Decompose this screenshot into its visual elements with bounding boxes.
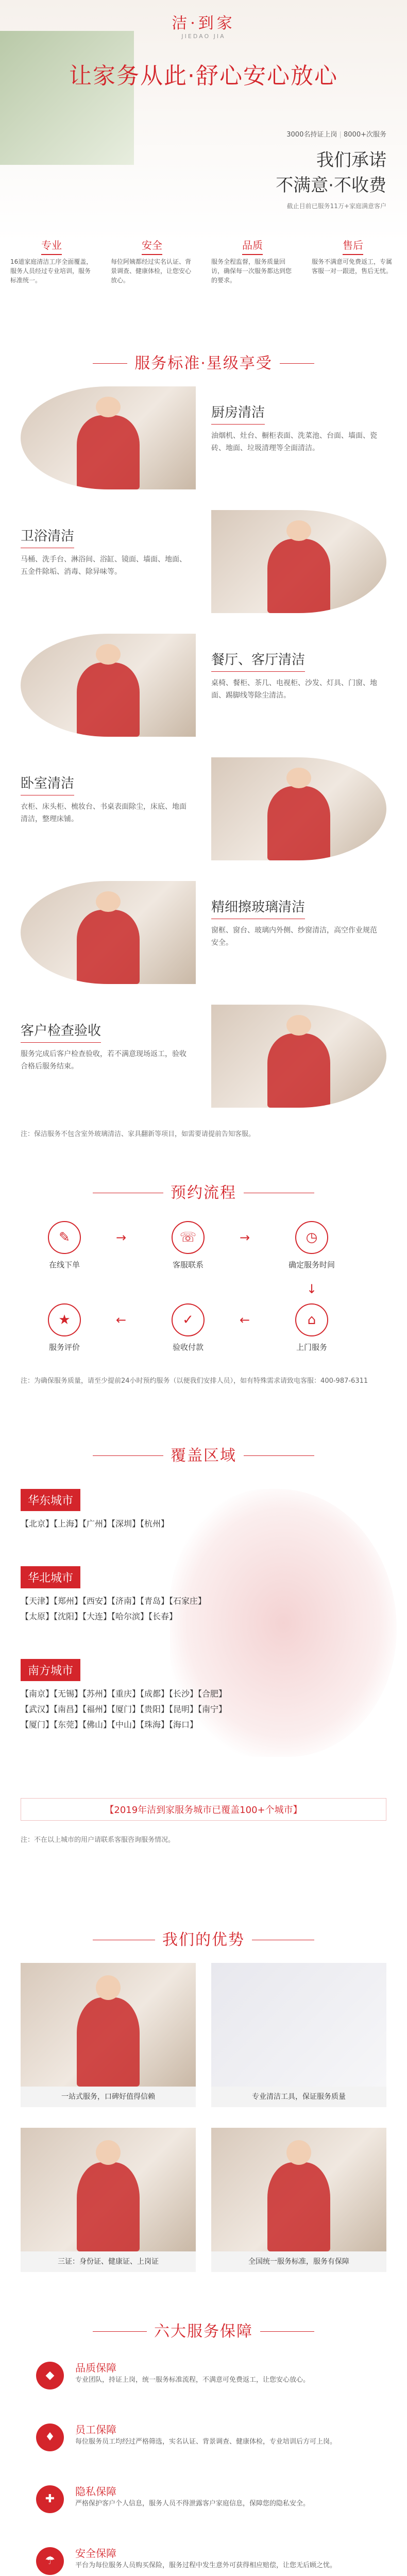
guarantee-title-bar [0,2318,407,2344]
advantage-card [211,2128,386,2282]
services-section [0,386,407,1154]
promise-sub-title: 不满意·不收费 [276,175,386,196]
arrow-right-icon: → [116,1230,127,1245]
process-label: 验收付款 [172,1343,204,1352]
advantages-section [0,1963,407,2303]
process-step [278,1303,345,1352]
service-card [21,386,386,495]
guarantee-heading: 员工保障 [75,2424,116,2436]
advantage-card [211,1963,386,2117]
guarantee-heading: 品质保障 [75,2362,116,2374]
guarantee-heading: 隐私保障 [75,2485,116,2498]
service-title: 精细擦玻璃清洁 [211,896,305,919]
city-row: 【武汉】【南昌】【福州】【厦门】【贵阳】【昆明】【南宁】 [21,1704,227,1714]
service-title: 厨房清洁 [211,402,265,425]
process-label: 在线下单 [48,1260,80,1269]
guarantee-section [0,2360,407,2576]
advantage-caption: 三证：身份证、健康证、上岗证 [21,2251,196,2272]
feature-title: 安全 [106,237,198,255]
city-row: 【北京】【上海】【广州】【深圳】【杭州】 [21,1519,169,1529]
process-note: 注：为确保服务质量，请至少提前24小时预约服务（以便我们安排人员），如有特殊需求请致电客服：400-987-6311 [21,1377,368,1385]
clock-icon: ◷ [295,1221,328,1254]
badge-staff: 3000名持证上岗 [286,131,337,139]
service-card [21,881,386,989]
service-desc: 窗框、窗台、玻璃内外侧、纱窗清洁，高空作业规范安全。 [211,926,377,947]
city-group [21,1566,237,1624]
city-group [21,1659,386,1733]
feature-title: 品质 [206,237,299,255]
service-title: 客户检查验收 [21,1020,101,1043]
advantage-card [21,1963,196,2117]
service-title: 卫浴清洁 [21,526,74,548]
service-card [21,1005,386,1113]
guarantee-title: 六大服务保障 [147,2318,260,2341]
city-region: 华北城市 [21,1566,80,1588]
service-desc: 服务完成后客户检查验收，若不满意现场返工，验收合格后服务结束。 [21,1050,186,1071]
feature-card [5,237,98,285]
guarantee-item [36,2421,371,2458]
process-title-bar [0,1180,407,1206]
city-row: 【厦门】【东莞】【佛山】【中山】【珠海】【海口】 [21,1720,198,1730]
phone-icon: ☏ [172,1221,205,1254]
city-region: 华东城市 [21,1489,80,1511]
guarantee-desc: 严格保护客户个人信息，服务人员不得泄露客户家庭信息，保障您的隐私安全。 [75,2500,310,2507]
privacy-icon: ✚ [36,2485,64,2513]
guarantee-item [36,2483,371,2519]
advantage-card [21,2128,196,2282]
city-row: 【天津】【郑州】【西安】【济南】【青岛】【石家庄】 [21,1596,207,1606]
guarantee-desc: 专业团队，持证上岗，统一服务标准流程，不满意可免费返工，让您安心放心。 [75,2376,310,2384]
city-row: 【太原】【沈阳】【大连】【哈尔滨】【长春】 [21,1612,178,1621]
service-desc: 油烟机、灶台、橱柜表面、洗菜池、台面、墙面、瓷砖、地面、垃圾清理等全面清洁。 [211,432,377,452]
cities-title-bar [0,1443,407,1468]
service-card [21,634,386,742]
arrow-right-icon: → [240,1230,250,1245]
cities-title: 覆盖区域 [163,1443,244,1465]
advantage-caption: 一站式服务，口碑好值得信赖 [21,2087,196,2107]
service-desc: 衣柜、床头柜、梳妆台、书桌表面除尘，床底、地面清洁，整理床铺。 [21,803,186,823]
advantage-caption: 专业清洁工具，保证服务质量 [211,2087,386,2107]
star-icon: ★ [48,1303,81,1336]
feature-card [206,237,299,285]
advantage-caption: 全国统一服务标准，服务有保障 [211,2251,386,2272]
promise-note: 截止目前已服务11万+家庭满意客户 [286,202,386,210]
feature-card [106,237,198,285]
feature-title: 专业 [5,237,98,255]
services-title-bar [0,350,407,376]
safety-icon: ☂ [36,2547,64,2575]
feature-desc: 服务不满意可免费返工，专属客服一对一跟进，售后无忧。 [312,258,393,275]
arrow-left-icon: ← [240,1313,250,1327]
check-icon: ✓ [172,1303,205,1336]
process-step [155,1221,222,1270]
process-label: 客服联系 [172,1260,204,1269]
order-icon: ✎ [48,1221,81,1254]
city-group [21,1489,237,1532]
guarantee-item [36,2545,371,2576]
home-icon: ⌂ [295,1303,328,1336]
promise-title: 我们承诺 [316,150,386,171]
badge-service: 8000+次服务 [344,131,386,139]
arrow-left-icon: ← [116,1313,127,1327]
process-step [31,1303,98,1352]
service-title: 餐厅、客厅清洁 [211,649,305,672]
service-desc: 马桶、洗手台、淋浴间、浴缸、镜面、墙面、地面、五金件除垢、消毒、除异味等。 [21,555,186,576]
city-row: 【南京】【无锡】【苏州】【重庆】【成都】【长沙】【合肥】 [21,1689,227,1699]
cities-section [0,1479,407,1984]
quality-icon: ◆ [36,2362,64,2389]
process-label: 服务评价 [48,1343,80,1352]
hero-section: 洁·到家 JIEDAO JIA 让家务从此·舒心安心放心 3000名持证上岗 | 8000+次服务 我们承诺 不满意·不收费 截止目前已服务11万+家庭满意客户 [0,0,407,242]
service-card [21,510,386,618]
advantages-title-bar [0,1927,407,1953]
cities-note: 注：不在以上城市的用户请联系客服咨询服务情况。 [21,1836,175,1844]
feature-title: 售后 [307,237,399,255]
advantages-title: 我们的优势 [155,1927,252,1950]
arrow-down-icon: ↓ [307,1282,317,1296]
guarantee-desc: 平台为每位服务人员购买保险，服务过程中发生意外可获得相应赔偿，让您无后顾之忧。 [75,2562,337,2569]
process-step [278,1221,345,1270]
feature-desc: 每位阿姨都经过实名认证、背景调查、健康体检，让您安心放心。 [111,258,192,284]
cities-banner: 【2019年洁到家服务城市已覆盖100+个城市】 [21,1798,386,1821]
service-card [21,757,386,866]
guarantee-desc: 每位服务员工均经过严格筛选，实名认证、背景调查、健康体检，专业培训后方可上岗。 [75,2438,337,2446]
feature-desc: 服务全程监督，服务质量回访，确保每一次服务都达到您的要求。 [211,258,292,284]
guarantee-heading: 安全保障 [75,2547,116,2560]
staff-icon: ♦ [36,2424,64,2451]
process-title: 预约流程 [163,1180,244,1202]
process-section [0,1221,407,1417]
guarantee-item [36,2360,371,2396]
process-label: 确定服务时间 [288,1260,335,1269]
feature-card [307,237,399,276]
brand-sub: JIEDAO JIA [181,33,226,40]
service-desc: 桌椅、餐柜、茶几、电视柜、沙发、灯具、门窗、地面、踢脚线等除尘清洁。 [211,679,377,700]
city-region: 南方城市 [21,1659,80,1681]
services-title: 服务标准·星级享受 [127,350,280,373]
service-title: 卧室清洁 [21,773,74,795]
process-step [31,1221,98,1270]
brand-logo: 洁·到家 [172,14,235,32]
features-section [0,227,407,335]
process-step [155,1303,222,1352]
feature-desc: 16道家庭清洁工序全面覆盖，服务人员经过专业培训，服务标准统一。 [10,258,93,284]
hero-slogan: 让家务从此·舒心安心放心 [69,63,338,89]
process-label: 上门服务 [296,1343,327,1352]
services-note: 注：保洁服务不包含室外玻璃清洁、家具翻新等项目，如需要请提前告知客服。 [21,1130,256,1138]
